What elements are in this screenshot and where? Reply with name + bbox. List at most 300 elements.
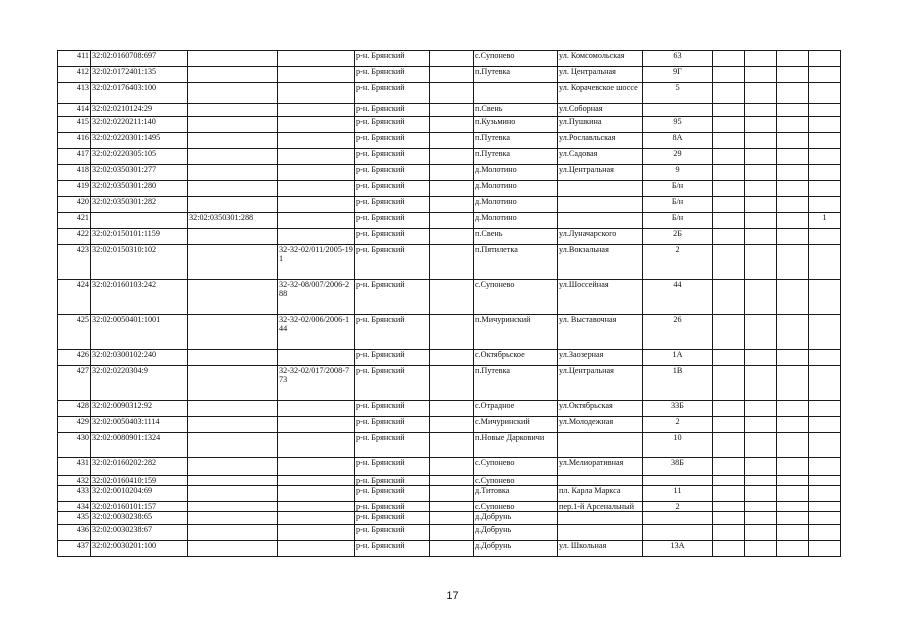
cadastral-number: 32:02:0050403:1114 bbox=[91, 417, 188, 433]
row-number: 421 bbox=[58, 213, 91, 229]
table-row bbox=[58, 401, 841, 417]
extra-4 bbox=[809, 458, 841, 476]
registration-record bbox=[278, 229, 355, 245]
table-row bbox=[58, 502, 841, 512]
extra-3 bbox=[777, 512, 809, 525]
cadastral-number-alt bbox=[188, 181, 278, 197]
house-number: 26 bbox=[643, 315, 713, 350]
district: р-н. Брянский bbox=[355, 541, 430, 557]
extra-3 bbox=[777, 117, 809, 133]
extra-1 bbox=[713, 117, 745, 133]
registration-record bbox=[278, 213, 355, 229]
extra-2 bbox=[745, 104, 777, 117]
registration-record bbox=[278, 67, 355, 83]
house-number: 8А bbox=[643, 133, 713, 149]
locality: с.Супонево bbox=[474, 502, 558, 512]
table-row bbox=[58, 486, 841, 502]
extra-1 bbox=[713, 350, 745, 366]
subdistrict bbox=[430, 67, 474, 83]
row-number: 412 bbox=[58, 67, 91, 83]
extra-2 bbox=[745, 476, 777, 486]
extra-4 bbox=[809, 541, 841, 557]
house-number bbox=[643, 525, 713, 541]
extra-4 bbox=[809, 229, 841, 245]
cadastral-number: 32:02:0210124:29 bbox=[91, 104, 188, 117]
house-number: 44 bbox=[643, 280, 713, 315]
extra-1 bbox=[713, 433, 745, 458]
cadastral-number: 32:02:0300102:240 bbox=[91, 350, 188, 366]
extra-2 bbox=[745, 433, 777, 458]
locality: с.Супонево bbox=[474, 458, 558, 476]
extra-3 bbox=[777, 350, 809, 366]
extra-1 bbox=[713, 525, 745, 541]
extra-1 bbox=[713, 149, 745, 165]
table-row bbox=[58, 245, 841, 280]
registration-record bbox=[278, 83, 355, 104]
subdistrict bbox=[430, 83, 474, 104]
street: ул.Соборная bbox=[558, 104, 643, 117]
subdistrict bbox=[430, 502, 474, 512]
extra-2 bbox=[745, 51, 777, 67]
cadastral-number-alt bbox=[188, 104, 278, 117]
row-number: 425 bbox=[58, 315, 91, 350]
district: р-н. Брянский bbox=[355, 245, 430, 280]
extra-1 bbox=[713, 486, 745, 502]
district: р-н. Брянский bbox=[355, 67, 430, 83]
registration-record bbox=[278, 51, 355, 67]
cadastral-number-alt bbox=[188, 417, 278, 433]
cadastral-number-alt bbox=[188, 401, 278, 417]
street: пл. Карла Маркса bbox=[558, 486, 643, 502]
extra-3 bbox=[777, 541, 809, 557]
street bbox=[558, 525, 643, 541]
row-number: 431 bbox=[58, 458, 91, 476]
subdistrict bbox=[430, 401, 474, 417]
extra-3 bbox=[777, 83, 809, 104]
extra-1 bbox=[713, 67, 745, 83]
extra-2 bbox=[745, 229, 777, 245]
street: ул.Луначарского bbox=[558, 229, 643, 245]
house-number: 11 bbox=[643, 486, 713, 502]
extra-4 bbox=[809, 197, 841, 213]
row-number: 414 bbox=[58, 104, 91, 117]
extra-3 bbox=[777, 502, 809, 512]
cadastral-number-alt bbox=[188, 315, 278, 350]
row-number: 419 bbox=[58, 181, 91, 197]
extra-3 bbox=[777, 67, 809, 83]
district: р-н. Брянский bbox=[355, 512, 430, 525]
locality: с.Отрадное bbox=[474, 401, 558, 417]
subdistrict bbox=[430, 512, 474, 525]
district: р-н. Брянский bbox=[355, 181, 430, 197]
district: р-н. Брянский bbox=[355, 117, 430, 133]
extra-3 bbox=[777, 245, 809, 280]
house-number: 2 bbox=[643, 245, 713, 280]
cadastral-number: 32:02:0010204:69 bbox=[91, 486, 188, 502]
cadastral-number: 32:02:0220211:140 bbox=[91, 117, 188, 133]
house-number: Б/н bbox=[643, 197, 713, 213]
cadastral-number: 32:02:0030238:67 bbox=[91, 525, 188, 541]
street: ул.Рославльская bbox=[558, 133, 643, 149]
locality: п.Пятилетка bbox=[474, 245, 558, 280]
table-row bbox=[58, 512, 841, 525]
extra-4 bbox=[809, 417, 841, 433]
district: р-н. Брянский bbox=[355, 165, 430, 181]
district: р-н. Брянский bbox=[355, 476, 430, 486]
property-register-table bbox=[57, 50, 841, 557]
subdistrict bbox=[430, 433, 474, 458]
subdistrict bbox=[430, 280, 474, 315]
extra-3 bbox=[777, 486, 809, 502]
extra-4 bbox=[809, 366, 841, 401]
registration-record bbox=[278, 401, 355, 417]
district: р-н. Брянский bbox=[355, 401, 430, 417]
extra-4 bbox=[809, 51, 841, 67]
registration-record bbox=[278, 476, 355, 486]
page-number: 17 bbox=[446, 590, 459, 602]
house-number: 63 bbox=[643, 51, 713, 67]
table-body bbox=[58, 51, 841, 557]
extra-2 bbox=[745, 117, 777, 133]
cadastral-number: 32:02:0176403:100 bbox=[91, 83, 188, 104]
district: р-н. Брянский bbox=[355, 458, 430, 476]
row-number: 416 bbox=[58, 133, 91, 149]
extra-3 bbox=[777, 476, 809, 486]
extra-4 bbox=[809, 67, 841, 83]
cadastral-number-alt bbox=[188, 525, 278, 541]
subdistrict bbox=[430, 133, 474, 149]
cadastral-number-alt: 32:02:0350301:288 bbox=[188, 213, 278, 229]
district: р-н. Брянский bbox=[355, 417, 430, 433]
row-number: 424 bbox=[58, 280, 91, 315]
table-row bbox=[58, 433, 841, 458]
extra-2 bbox=[745, 133, 777, 149]
cadastral-number-alt bbox=[188, 541, 278, 557]
row-number: 423 bbox=[58, 245, 91, 280]
street: ул.Мелиоративная bbox=[558, 458, 643, 476]
extra-1 bbox=[713, 245, 745, 280]
cadastral-number-alt bbox=[188, 51, 278, 67]
street bbox=[558, 512, 643, 525]
locality: д.Добрунь bbox=[474, 512, 558, 525]
cadastral-number: 32:02:0172401:135 bbox=[91, 67, 188, 83]
cadastral-number: 32:02:0150310:102 bbox=[91, 245, 188, 280]
district: р-н. Брянский bbox=[355, 350, 430, 366]
row-number: 420 bbox=[58, 197, 91, 213]
locality: с.Супонево bbox=[474, 280, 558, 315]
house-number: 33Б bbox=[643, 401, 713, 417]
cadastral-number-alt bbox=[188, 245, 278, 280]
registration-record bbox=[278, 433, 355, 458]
locality: с.Мичуринский bbox=[474, 417, 558, 433]
locality: с.Октябрьское bbox=[474, 350, 558, 366]
extra-4 bbox=[809, 433, 841, 458]
cadastral-number-alt bbox=[188, 117, 278, 133]
extra-4 bbox=[809, 133, 841, 149]
cadastral-number-alt bbox=[188, 165, 278, 181]
table-row bbox=[58, 315, 841, 350]
cadastral-number-alt bbox=[188, 67, 278, 83]
cadastral-number-alt bbox=[188, 366, 278, 401]
district: р-н. Брянский bbox=[355, 525, 430, 541]
extra-3 bbox=[777, 229, 809, 245]
extra-2 bbox=[745, 165, 777, 181]
extra-2 bbox=[745, 149, 777, 165]
locality bbox=[474, 83, 558, 104]
district: р-н. Брянский bbox=[355, 149, 430, 165]
extra-2 bbox=[745, 502, 777, 512]
extra-1 bbox=[713, 502, 745, 512]
row-number: 422 bbox=[58, 229, 91, 245]
extra-2 bbox=[745, 181, 777, 197]
extra-2 bbox=[745, 512, 777, 525]
extra-2 bbox=[745, 366, 777, 401]
subdistrict bbox=[430, 458, 474, 476]
extra-3 bbox=[777, 133, 809, 149]
extra-1 bbox=[713, 401, 745, 417]
row-number: 434 bbox=[58, 502, 91, 512]
extra-3 bbox=[777, 433, 809, 458]
street: ул.Садовая bbox=[558, 149, 643, 165]
table-row bbox=[58, 117, 841, 133]
row-number: 426 bbox=[58, 350, 91, 366]
subdistrict bbox=[430, 104, 474, 117]
subdistrict bbox=[430, 181, 474, 197]
table-row bbox=[58, 458, 841, 476]
extra-3 bbox=[777, 197, 809, 213]
row-number: 417 bbox=[58, 149, 91, 165]
cadastral-number: 32:02:0220305:105 bbox=[91, 149, 188, 165]
house-number: 1А bbox=[643, 350, 713, 366]
table-row bbox=[58, 51, 841, 67]
extra-2 bbox=[745, 67, 777, 83]
subdistrict bbox=[430, 525, 474, 541]
row-number: 427 bbox=[58, 366, 91, 401]
street: ул.Октябрьская bbox=[558, 401, 643, 417]
extra-1 bbox=[713, 541, 745, 557]
cadastral-number-alt bbox=[188, 83, 278, 104]
row-number: 413 bbox=[58, 83, 91, 104]
table-row bbox=[58, 181, 841, 197]
table-row bbox=[58, 67, 841, 83]
subdistrict bbox=[430, 366, 474, 401]
cadastral-number-alt bbox=[188, 280, 278, 315]
cadastral-number: 32:02:0220301:1495 bbox=[91, 133, 188, 149]
cadastral-number: 32:02:0080901:1324 bbox=[91, 433, 188, 458]
registration-record bbox=[278, 181, 355, 197]
table-row bbox=[58, 104, 841, 117]
district: р-н. Брянский bbox=[355, 433, 430, 458]
locality: п.Кузьмино bbox=[474, 117, 558, 133]
street: пер.1-й Арсенальный bbox=[558, 502, 643, 512]
street: ул. Выставочная bbox=[558, 315, 643, 350]
extra-3 bbox=[777, 401, 809, 417]
house-number: 1В bbox=[643, 366, 713, 401]
district: р-н. Брянский bbox=[355, 229, 430, 245]
locality: п.Путевка bbox=[474, 133, 558, 149]
registration-record: 32-32-08/007/2006-288 bbox=[278, 280, 355, 315]
registration-record bbox=[278, 502, 355, 512]
table-row bbox=[58, 525, 841, 541]
subdistrict bbox=[430, 229, 474, 245]
street bbox=[558, 181, 643, 197]
subdistrict bbox=[430, 486, 474, 502]
street: ул.Центральная bbox=[558, 366, 643, 401]
registration-record bbox=[278, 133, 355, 149]
cadastral-number-alt bbox=[188, 197, 278, 213]
table-row bbox=[58, 280, 841, 315]
extra-1 bbox=[713, 51, 745, 67]
house-number bbox=[643, 512, 713, 525]
cadastral-number-alt bbox=[188, 229, 278, 245]
cadastral-number-alt bbox=[188, 486, 278, 502]
subdistrict bbox=[430, 417, 474, 433]
table-row bbox=[58, 213, 841, 229]
registration-record bbox=[278, 486, 355, 502]
subdistrict bbox=[430, 51, 474, 67]
registration-record: 32-32-02/006/2006-144 bbox=[278, 315, 355, 350]
district: р-н. Брянский bbox=[355, 83, 430, 104]
cadastral-number: 32:02:0220304:9 bbox=[91, 366, 188, 401]
extra-4 bbox=[809, 181, 841, 197]
district: р-н. Брянский bbox=[355, 104, 430, 117]
locality: д.Молотино bbox=[474, 181, 558, 197]
extra-3 bbox=[777, 181, 809, 197]
street: ул. Центральная bbox=[558, 67, 643, 83]
extra-4 bbox=[809, 512, 841, 525]
extra-4 bbox=[809, 104, 841, 117]
registration-record bbox=[278, 417, 355, 433]
extra-3 bbox=[777, 104, 809, 117]
table-row bbox=[58, 165, 841, 181]
house-number bbox=[643, 104, 713, 117]
extra-1 bbox=[713, 83, 745, 104]
extra-2 bbox=[745, 486, 777, 502]
extra-4 bbox=[809, 502, 841, 512]
table-row bbox=[58, 350, 841, 366]
district: р-н. Брянский bbox=[355, 486, 430, 502]
row-number: 433 bbox=[58, 486, 91, 502]
locality: п.Свень bbox=[474, 229, 558, 245]
district: р-н. Брянский bbox=[355, 315, 430, 350]
extra-1 bbox=[713, 104, 745, 117]
extra-3 bbox=[777, 417, 809, 433]
street bbox=[558, 433, 643, 458]
locality: д.Молотино bbox=[474, 197, 558, 213]
registration-record bbox=[278, 512, 355, 525]
cadastral-number-alt bbox=[188, 350, 278, 366]
house-number: 10 bbox=[643, 433, 713, 458]
extra-4 bbox=[809, 350, 841, 366]
extra-1 bbox=[713, 229, 745, 245]
district: р-н. Брянский bbox=[355, 366, 430, 401]
extra-2 bbox=[745, 245, 777, 280]
extra-1 bbox=[713, 458, 745, 476]
street bbox=[558, 476, 643, 486]
extra-3 bbox=[777, 280, 809, 315]
registration-record bbox=[278, 149, 355, 165]
subdistrict bbox=[430, 541, 474, 557]
street bbox=[558, 197, 643, 213]
extra-1 bbox=[713, 417, 745, 433]
extra-4 bbox=[809, 149, 841, 165]
street: ул.Центральная bbox=[558, 165, 643, 181]
extra-2 bbox=[745, 83, 777, 104]
house-number: Б/н bbox=[643, 213, 713, 229]
registration-record bbox=[278, 458, 355, 476]
district: р-н. Брянский bbox=[355, 133, 430, 149]
table-row bbox=[58, 366, 841, 401]
locality: п.Мичуринский bbox=[474, 315, 558, 350]
locality: с.Супонево bbox=[474, 51, 558, 67]
table-row bbox=[58, 541, 841, 557]
street: ул. Школьная bbox=[558, 541, 643, 557]
registration-record bbox=[278, 165, 355, 181]
locality: п.Новые Дарковичи bbox=[474, 433, 558, 458]
house-number: 2 bbox=[643, 502, 713, 512]
registration-record bbox=[278, 197, 355, 213]
registration-record bbox=[278, 525, 355, 541]
house-number: Б/н bbox=[643, 181, 713, 197]
extra-3 bbox=[777, 213, 809, 229]
registration-record: 32-32-02/011/2005-191 bbox=[278, 245, 355, 280]
street: ул. Комсомольская bbox=[558, 51, 643, 67]
row-number: 430 bbox=[58, 433, 91, 458]
locality: с.Супонево bbox=[474, 476, 558, 486]
extra-2 bbox=[745, 315, 777, 350]
cadastral-number: 32:02:0050401:1001 bbox=[91, 315, 188, 350]
extra-4 bbox=[809, 401, 841, 417]
row-number: 429 bbox=[58, 417, 91, 433]
table-row bbox=[58, 229, 841, 245]
house-number: 9Г bbox=[643, 67, 713, 83]
extra-2 bbox=[745, 458, 777, 476]
table-row bbox=[58, 476, 841, 486]
extra-1 bbox=[713, 213, 745, 229]
subdistrict bbox=[430, 165, 474, 181]
extra-2 bbox=[745, 525, 777, 541]
house-number: 2Б bbox=[643, 229, 713, 245]
extra-3 bbox=[777, 458, 809, 476]
street: ул. Корачевское шоссе bbox=[558, 83, 643, 104]
street: ул.Молодежная bbox=[558, 417, 643, 433]
row-number: 436 bbox=[58, 525, 91, 541]
extra-4 bbox=[809, 315, 841, 350]
registration-record bbox=[278, 350, 355, 366]
cadastral-number: 32:02:0160708:697 bbox=[91, 51, 188, 67]
cadastral-number: 32:02:0160101:157 bbox=[91, 502, 188, 512]
locality: д.Добрунь bbox=[474, 541, 558, 557]
extra-2 bbox=[745, 280, 777, 315]
extra-1 bbox=[713, 366, 745, 401]
cadastral-number: 32:02:0160202:282 bbox=[91, 458, 188, 476]
extra-3 bbox=[777, 315, 809, 350]
row-number: 432 bbox=[58, 476, 91, 486]
house-number: 9 bbox=[643, 165, 713, 181]
street: ул.Шоссейная bbox=[558, 280, 643, 315]
house-number: 5 bbox=[643, 83, 713, 104]
subdistrict bbox=[430, 476, 474, 486]
house-number bbox=[643, 476, 713, 486]
locality: п.Путевка bbox=[474, 67, 558, 83]
subdistrict bbox=[430, 245, 474, 280]
extra-1 bbox=[713, 181, 745, 197]
subdistrict bbox=[430, 350, 474, 366]
district: р-н. Брянский bbox=[355, 213, 430, 229]
subdistrict bbox=[430, 213, 474, 229]
extra-2 bbox=[745, 541, 777, 557]
cadastral-number: 32:02:0160410:159 bbox=[91, 476, 188, 486]
